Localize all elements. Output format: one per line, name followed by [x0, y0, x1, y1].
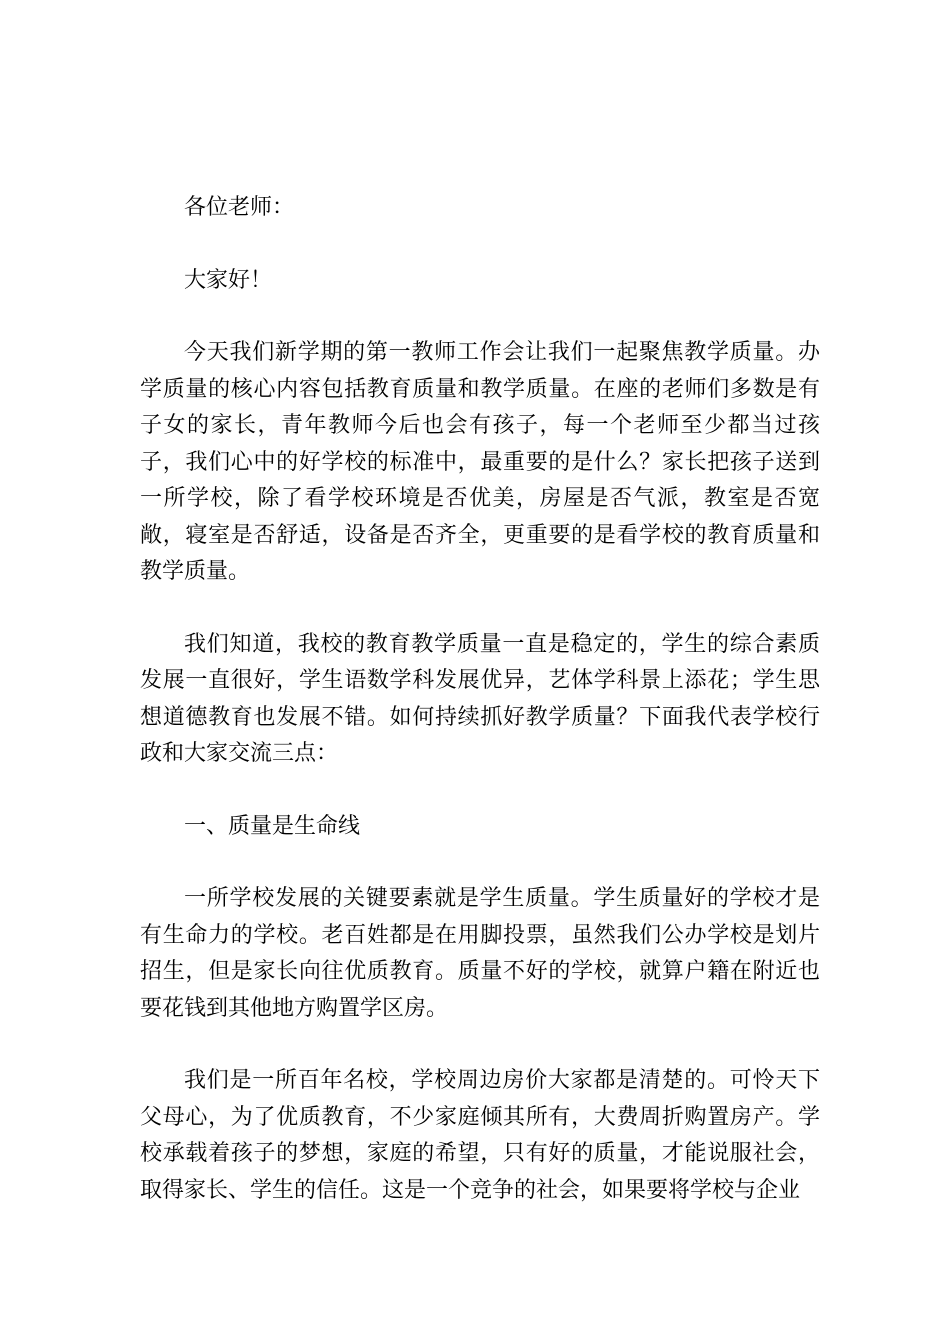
document-body — [140, 190, 820, 1209]
salutation: 各位老师： — [184, 195, 295, 220]
paragraph-quality-status: 我们知道，我校的教育教学质量一直是稳定的，学生的综合素质发展一直很好，学生语数学科发展优异，艺体学科景上添花；学生思想道德教育也发展不错。如何持续抓好教学质量？下面我代表学校行政和大家交流三点： — [140, 631, 820, 766]
paragraph-century-school: 我们是一所百年名校，学校周边房价大家都是清楚的。可怜天下父母心，为了优质教育，不少家庭倾其所有，大费周折购置房产。学校承载着孩子的梦想，家庭的希望，只有好的质量，才能说服社会，取得家长、学生的信任。这是一个竞争的社会，如果要将学校与企业 — [140, 1068, 820, 1203]
paragraph-intro: 今天我们新学期的第一教师工作会让我们一起聚焦教学质量。办学质量的核心内容包括教育质量和教学质量。在座的老师们多数是有子女的家长，青年教师今后也会有孩子，每一个老师至少都当过孩子，我们心中的好学校的标准中，最重要的是什么？家长把孩子送到一所学校，除了看学校环境是否优美，房屋是否气派，教室是否宽敞，寝室是否舒适，设备是否齐全，更重要的是看学校的教育质量和教学质量。 — [140, 340, 820, 584]
section-heading-1: 一、质量是生命线 — [184, 813, 361, 839]
paragraph-quality-lifeline: 一所学校发展的关键要素就是学生质量。学生质量好的学校才是有生命力的学校。老百姓都是在用脚投票，虽然我们公办学校是划片招生，但是家长向往优质教育。质量不好的学校，就算户籍在附近也要花钱到其他地方购置学区房。 — [140, 886, 820, 1021]
greeting: 大家好！ — [184, 267, 273, 293]
